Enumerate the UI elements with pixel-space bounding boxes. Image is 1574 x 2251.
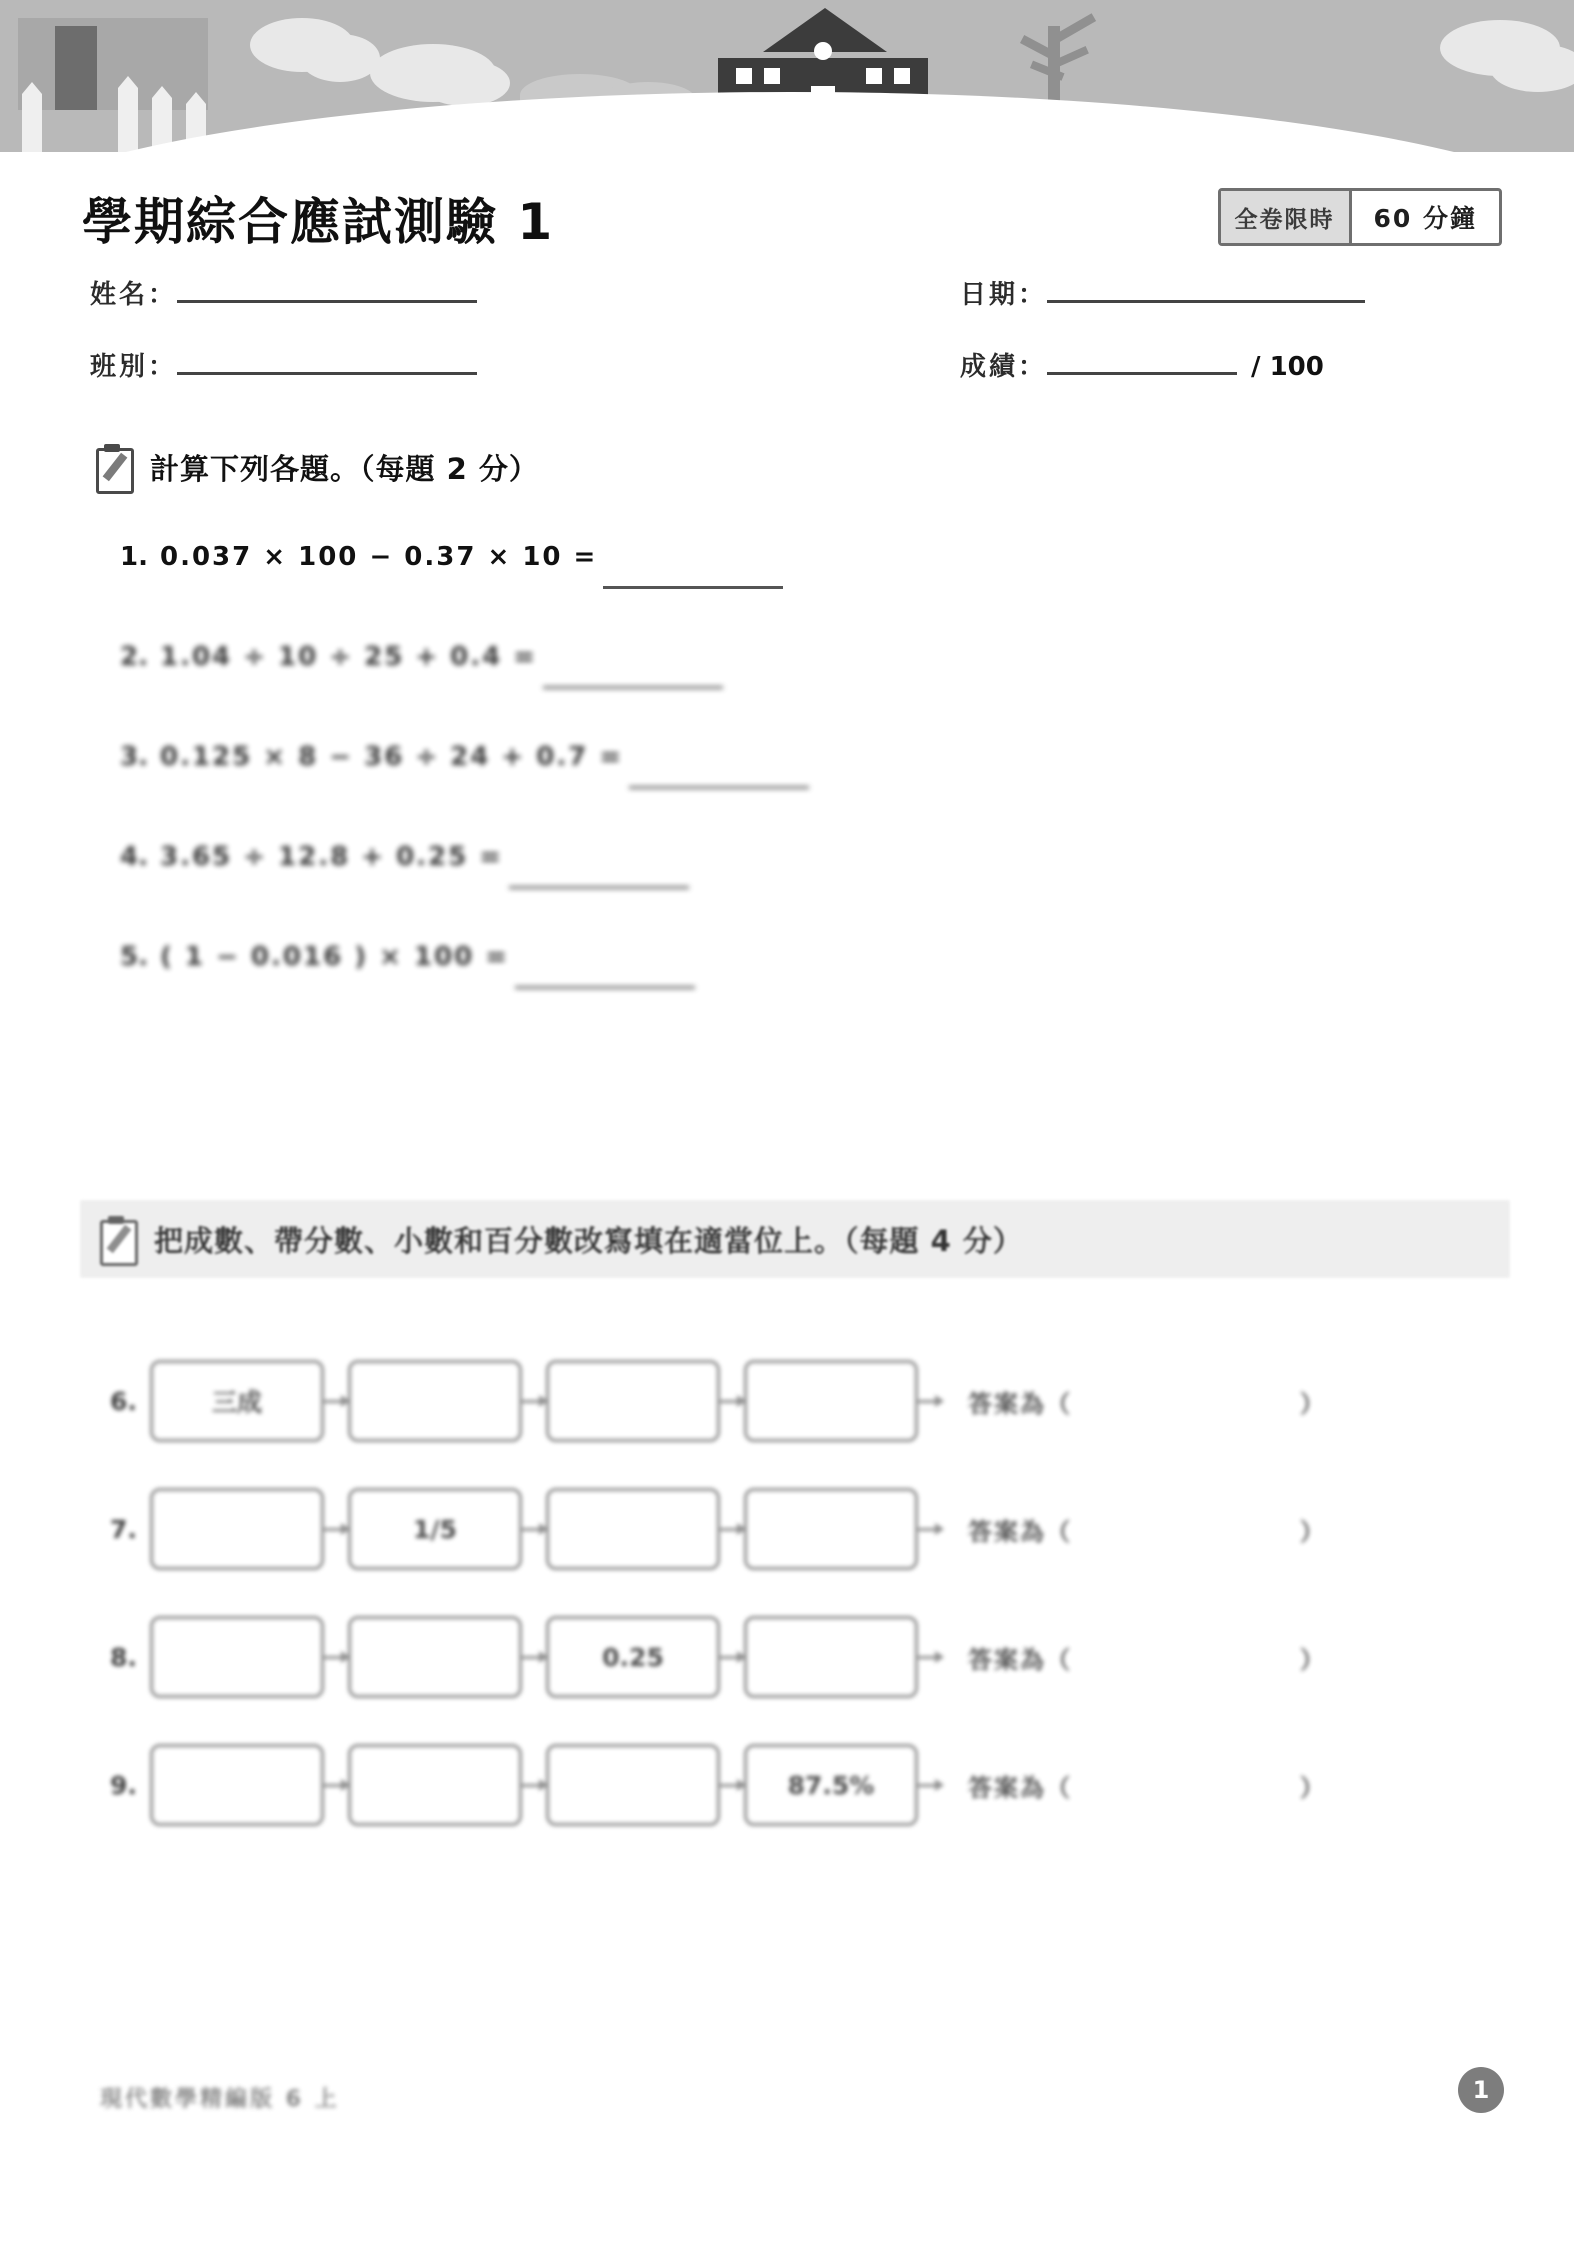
- fence-block: [18, 18, 208, 110]
- arrow-right-icon: [522, 1400, 546, 1403]
- time-limit-label: 全卷限時: [1221, 191, 1352, 243]
- score-field: [960, 344, 1324, 383]
- chain-cell[interactable]: [348, 1616, 522, 1698]
- class-input[interactable]: [177, 344, 477, 375]
- page-number-badge: 1: [1458, 2067, 1504, 2113]
- question-number: 4.: [120, 842, 148, 872]
- question-row: [120, 842, 809, 942]
- chain-cell[interactable]: [546, 1488, 720, 1570]
- info-row-2: [90, 344, 1510, 416]
- date-label: 日期：: [960, 280, 1048, 310]
- question-number: 1.: [120, 542, 148, 572]
- chain-cell[interactable]: 0.25: [546, 1616, 720, 1698]
- arrow-right-icon: [918, 1784, 942, 1787]
- fence-post-icon: [118, 88, 138, 152]
- arrow-right-icon: [324, 1656, 348, 1659]
- top-banner-illustration: [0, 0, 1574, 152]
- chain-cell[interactable]: [150, 1744, 324, 1826]
- section-heading-calculation: [96, 444, 539, 490]
- cloud-icon: [420, 60, 510, 106]
- arrow-right-icon: [918, 1528, 942, 1531]
- answer-prompt: 答案為（: [968, 1645, 1072, 1674]
- time-limit-value: 60 分鐘: [1373, 204, 1477, 233]
- arrow-right-icon: [324, 1400, 348, 1403]
- score-total: / 100: [1251, 352, 1324, 382]
- arrow-right-icon: [918, 1656, 942, 1659]
- chain-row: [110, 1465, 1510, 1593]
- answer-blank[interactable]: [629, 756, 809, 789]
- chain-cell[interactable]: 87.5%: [744, 1744, 918, 1826]
- calculation-question-list: [120, 542, 809, 1042]
- chain-cell[interactable]: [348, 1360, 522, 1442]
- question-text: 0.037 × 100 − 0.37 × 10 =: [160, 542, 598, 572]
- row-number: 9.: [110, 1770, 137, 1800]
- question-text: ( 1 − 0.016 ) × 100 =: [160, 942, 510, 972]
- answer-close-paren: ）: [1300, 1389, 1324, 1418]
- clipboard-pencil-icon: [100, 1216, 140, 1262]
- chain-cell[interactable]: [150, 1488, 324, 1570]
- question-text: 1.04 ÷ 10 ÷ 25 + 0.4 =: [160, 642, 538, 672]
- answer-close-paren: ）: [1300, 1645, 1324, 1674]
- section1-title: 計算下列各題。（每題 2 分）: [150, 451, 539, 486]
- answer-prompt: 答案為（: [968, 1517, 1072, 1546]
- info-row-1: [90, 272, 1510, 344]
- answer-close-paren: ）: [1300, 1773, 1324, 1802]
- question-number: 3.: [120, 742, 148, 772]
- answer-blank[interactable]: [603, 556, 783, 589]
- score-input[interactable]: [1047, 344, 1237, 375]
- time-limit-badge: [1218, 188, 1503, 246]
- fence-post-icon: [22, 94, 42, 152]
- arrow-right-icon: [522, 1656, 546, 1659]
- arrow-right-icon: [720, 1528, 744, 1531]
- arrow-right-icon: [522, 1528, 546, 1531]
- arrow-right-icon: [522, 1784, 546, 1787]
- answer-close-paren: ）: [1300, 1517, 1324, 1546]
- section-heading-conversion: [80, 1200, 1510, 1278]
- chain-cell[interactable]: [546, 1360, 720, 1442]
- answer-prompt: 答案為（: [968, 1389, 1072, 1418]
- row-number: 7.: [110, 1514, 137, 1544]
- question-number: 2.: [120, 642, 148, 672]
- class-label: 班別：: [90, 352, 178, 382]
- chain-cell[interactable]: [744, 1360, 918, 1442]
- chain-cell[interactable]: [348, 1744, 522, 1826]
- footer-text: 現代數學精編版 6 上: [100, 2087, 340, 2112]
- question-row: [120, 642, 809, 742]
- question-row: [120, 942, 809, 1042]
- chain-row: [110, 1337, 1510, 1465]
- chain-cell[interactable]: [546, 1744, 720, 1826]
- class-field: [90, 344, 477, 383]
- question-text: 3.65 ÷ 12.8 + 0.25 =: [160, 842, 504, 872]
- section2-title: 把成數、帶分數、小數和百分數改寫填在適當位上。（每題 4 分）: [154, 1223, 1023, 1258]
- arrow-right-icon: [720, 1784, 744, 1787]
- arrow-right-icon: [720, 1656, 744, 1659]
- page-title: 學期綜合應試測驗 1: [82, 193, 555, 251]
- chain-cell[interactable]: 三成: [150, 1360, 324, 1442]
- arrow-right-icon: [324, 1784, 348, 1787]
- date-field: [960, 272, 1365, 311]
- row-number: 6.: [110, 1386, 137, 1416]
- date-input[interactable]: [1047, 272, 1365, 303]
- chain-cell[interactable]: [150, 1616, 324, 1698]
- name-label: 姓名：: [90, 280, 178, 310]
- name-field: [90, 272, 477, 311]
- building-icon: [55, 26, 97, 110]
- title-row: [82, 182, 1502, 262]
- arrow-right-icon: [324, 1528, 348, 1531]
- arrow-right-icon: [720, 1400, 744, 1403]
- chain-cell[interactable]: 1/5: [348, 1488, 522, 1570]
- row-number: 8.: [110, 1642, 137, 1672]
- question-text: 0.125 × 8 − 36 ÷ 24 + 0.7 =: [160, 742, 624, 772]
- chain-row: [110, 1593, 1510, 1721]
- chain-row: [110, 1721, 1510, 1849]
- answer-blank[interactable]: [509, 856, 689, 889]
- chain-cell[interactable]: [744, 1616, 918, 1698]
- answer-blank[interactable]: [543, 656, 723, 689]
- chain-cell[interactable]: [744, 1488, 918, 1570]
- arrow-right-icon: [918, 1400, 942, 1403]
- answer-blank[interactable]: [515, 956, 695, 989]
- name-input[interactable]: [177, 272, 477, 303]
- question-row: [120, 542, 809, 642]
- answer-prompt: 答案為（: [968, 1773, 1072, 1802]
- cloud-icon: [300, 34, 380, 82]
- student-info-fields: [90, 272, 1510, 416]
- question-row: [120, 742, 809, 842]
- ground-curve: [0, 92, 1574, 152]
- clipboard-pencil-icon: [96, 444, 136, 490]
- score-label: 成績：: [960, 352, 1048, 382]
- question-number: 5.: [120, 942, 148, 972]
- cloud-icon: [1490, 44, 1574, 92]
- conversion-chain-list: [110, 1337, 1510, 1849]
